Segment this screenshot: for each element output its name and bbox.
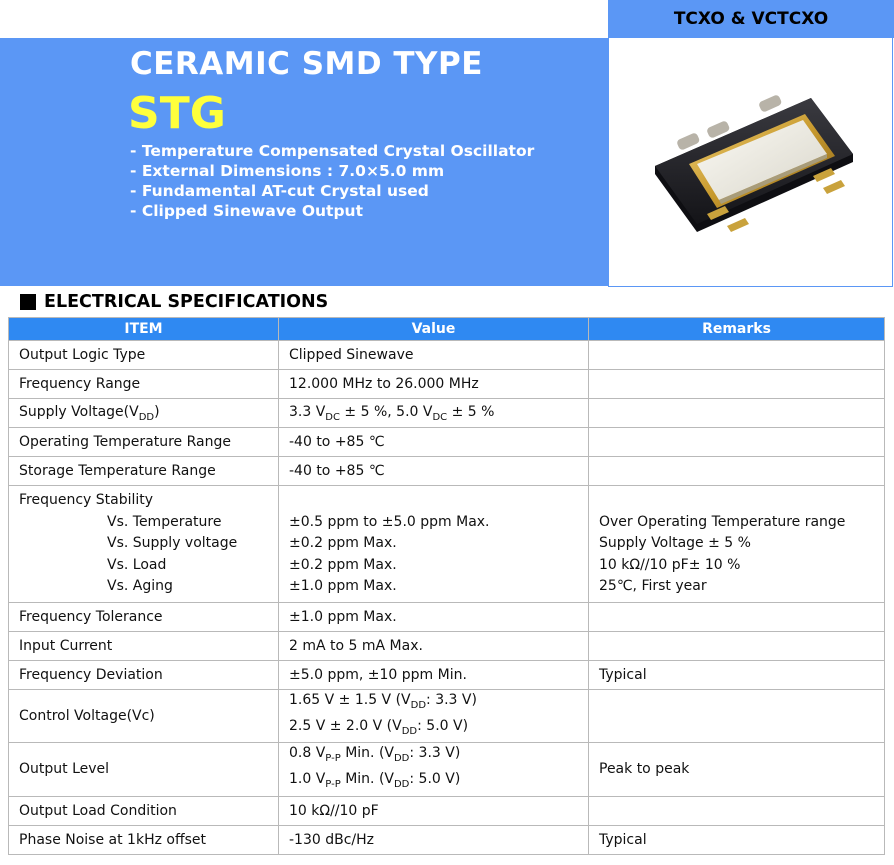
remark-cell: Peak to peak [589,743,885,797]
item-cell: Frequency Range [9,370,279,399]
table-row [9,341,885,370]
item-cell: Frequency Deviation [9,660,279,689]
table-row [9,428,885,457]
category-label: TCXO & VCTCXO [608,0,894,38]
value-cell: -40 to +85 ℃ [279,428,589,457]
item-cell: Control Voltage(Vc) [9,689,279,743]
feature-item: - Fundamental AT-cut Crystal used [130,182,429,200]
column-header-value: Value [279,318,589,341]
table-row [9,689,885,743]
remark-cell [589,796,885,825]
item-cell: Storage Temperature Range [9,457,279,486]
table-row [9,825,885,854]
item-cell: Output Level [9,743,279,797]
value-cell: 1.65 V ± 1.5 V ($V_{DD}$: 3.3 V) 2.5 V ± 2.0 V ($V_{DD}$: 5.0 V) [279,689,589,743]
value-cell: ±1.0 ppm Max. [279,602,589,631]
value-cell: 2 mA to 5 mA Max. [279,631,589,660]
section-heading [20,291,328,313]
remark-cell [589,370,885,399]
feature-item: - Temperature Compensated Crystal Oscillator [130,142,535,160]
item-cell: Output Logic Type [9,341,279,370]
header-banner [0,0,608,286]
table-row [9,660,885,689]
table-row [9,370,885,399]
value-cell: 3.3 $V_{DC} \pm 5$ %, 5.0 $V_{DC} \pm 5$ % [279,399,589,428]
value-cell: -40 to +85 ℃ [279,457,589,486]
value-cell: 12.000 MHz to 26.000 MHz [279,370,589,399]
product-image-frame [608,38,893,287]
column-header-item: ITEM [9,318,279,341]
table-row [9,457,885,486]
column-header-remarks: Remarks [589,318,885,341]
remark-cell [589,457,885,486]
product-type-title: CERAMIC SMD TYPE [130,46,483,82]
table-header-row [9,318,885,341]
banner-top-strip [0,0,608,38]
value-cell: 10 kΩ//10 pF [279,796,589,825]
value-cell: ±5.0 ppm, ±10 ppm Min. [279,660,589,689]
model-name: STG [128,88,226,139]
remark-cell [589,428,885,457]
item-cell: Phase Noise at 1kHz offset [9,825,279,854]
feature-item: - External Dimensions : 7.0×5.0 mm [130,162,445,180]
remark-cell [589,341,885,370]
table-row [9,743,885,797]
remark-cell [589,689,885,743]
value-cell: ±0.5 ppm to ±5.0 ppm Max. ±0.2 ppm Max. ±0.2 ppm Max. ±1.0 ppm Max. [279,486,589,603]
table-row [9,399,885,428]
smd-crystal-oscillator-icon [609,38,892,286]
black-square-icon [20,294,36,310]
value-cell: -130 dBc/Hz [279,825,589,854]
item-cell: Frequency Tolerance [9,602,279,631]
table-row [9,486,885,603]
section-title: ELECTRICAL SPECIFICATIONS [44,292,329,312]
feature-item: - Clipped Sinewave Output [130,202,363,220]
item-cell: Frequency Stability Vs. Temperature Vs. Supply voltage Vs. Load Vs. Aging [9,486,279,603]
remark-cell: Typical [589,825,885,854]
remark-cell: Over Operating Temperature range Supply Voltage ± 5 % 10 kΩ//10 pF± 10 % 25℃, First year [589,486,885,603]
remark-cell [589,631,885,660]
feature-list [130,141,534,221]
table-row [9,602,885,631]
item-cell: Input Current [9,631,279,660]
remark-cell [589,399,885,428]
value-cell: 0.8 $V_{P-P}$ Min. ($V_{DD}$: 3.3 V) 1.0 $V_{P-P}$ Min. ($V_{DD}$: 5.0 V) [279,743,589,797]
table-row [9,631,885,660]
electrical-spec-table [8,317,885,855]
item-cell: Supply $Voltage(V_{DD})$ [9,399,279,428]
item-cell: Output Load Condition [9,796,279,825]
item-cell: Operating Temperature Range [9,428,279,457]
remark-cell: Typical [589,660,885,689]
remark-cell [589,602,885,631]
table-row [9,796,885,825]
value-cell: Clipped Sinewave [279,341,589,370]
